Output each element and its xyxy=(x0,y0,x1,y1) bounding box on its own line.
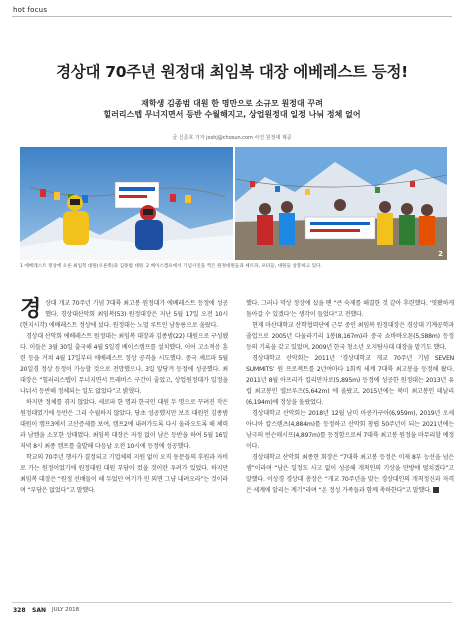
magazine-name: SAN xyxy=(32,607,46,614)
paragraph-7: 경상대학교 산악회는 2011년 ‘경상대학교 개교 70주년 기념 SEVEN SUMMITS’ 원 프로젝트를 2년여마다 1회씩 세계 7대륙 최고봉을 등정해 왔다. 2011년 8월 아프리카 킬리만자로(5,895m) 등정에 성공한 원정대는 2013년 유럽 최고봉인 엘브루즈(5,642m) 에 올랐고, 2015년에는 북미 최고봉인 데날리(6,194m)에 정상을 올랐었다. xyxy=(246,355,454,406)
team-photo-illustration xyxy=(235,147,447,260)
paragraph-3: 하지만 정체를 겪지 않았다. 세로파 한 명과 한국인 대원 두 명으로 꾸려진 작은 원정대였기에 등반은 그리 수월하지 않았다. 당초 성공했지만 보조 대원인 김종범 대원이 캠프3에서 고산증세를 보여, 캠프2에 내려가도록 다시 올라오도록 해 체력과 남캠을 소모한 상태였다. 최임복 대장은 자정 없이 남은 등반을 하여 5월 16일 저녁 8시 최종 캠프를 출발해 다음날 오전 10시에 등정에 성공했다. xyxy=(20,399,228,450)
body-column-left xyxy=(20,298,228,496)
summit-photo xyxy=(20,147,233,260)
paragraph-2: 경상대 산악회 에베레스트 원정대는 최임복 대장과 김종범(22) 대원으로 구성됐다. 이들은 3월 30일 출국해 4월 5일경 베이스캠프를 설치했다. 이어 고소적응 훈련 등을 거쳐 4월 17일부터 에베레스트 정상 공격을 시도했다. 중국 셰르파 5월 20일경 정상 등정이 가능할 것으로 전망했으나, 3일 앞당겨 등정에 성공했다. 최 대장은 “힐러리스텝이 무너지면서 트래버스 구간이 줄었고, 상업원정대가 일정을 나눠서 등반해 정체되는 일도 없었다”고 밝혔다. xyxy=(20,333,228,395)
paragraph-5: 했다. 그러나 막상 정상에 섰을 땐 “큰 숙제를 해결한 것 같아 후련했다. ‘엿봤하게 돌아갈 수 있겠다’는 생각이 들었다”고 전했다. xyxy=(246,300,454,318)
section-tag: hot focus xyxy=(13,6,48,14)
paragraph-8: 경상대학교 산악회는 2018년 12월 남미 아콩카구아(6,959m), 2019년 오세아니아 칼스텐츠(4,884m)를 등정하고 산악회 창립 50주년이 되는 2021년에는 남극의 빈슨매시프(4,897m)를 등정함으로써 7대륙 최고봉 원정을 마무리할 예정이다. xyxy=(246,410,454,450)
article-subtitle-line-2: 힐러리스텝 무너지면서 등반 수월해지고, 상업원정대 일정 나눠 정체 없어 xyxy=(103,110,361,119)
end-mark-icon xyxy=(433,487,439,493)
header-divider xyxy=(12,16,452,17)
page-number: 328 xyxy=(13,607,26,614)
article-subtitle-line-1: 재학생 김종범 대원 한 명만으로 소규모 원정대 꾸려 xyxy=(141,99,323,108)
footer-divider xyxy=(12,602,452,603)
body-column-right xyxy=(246,298,454,496)
dropcap: 경 xyxy=(20,296,42,322)
paragraph-1: 상대 개교 70주년 기념 7대륙 최고봉 원정대가 에베레스트 등정에 성공했다. 경상대산악회 최임복(53) 원정대장은 지난 5월 17일 오전 10시(현지시각) 에베레스트 정상에 섰다. 원정대는 노멀 루트인 남동릉으로 올랐다. xyxy=(20,300,228,329)
paragraph-9: 경상대학교 산악회 최종현 회장은 “7대륙 최고봉 등정은 이제 8부 능선을 넘은 셈”이라며 “남은 일정도 사고 없이 성공해 개척인의 기상을 만방에 떨치겠다”고 말했다. 이상경 경상대 총장은 “개교 70주년을 맞는 경상대인의 개척정신과 자격은 세계에 알리는 계기”라며 “온 정성 가족들과 함께 축하한다”고 말했다. xyxy=(246,454,454,494)
paragraph-6: 현재 마산대학교 산학협력단에 근무 중인 최임복 원정대장은 경상대 기계공학과 졸업으로 2005년 다울라기리 1봉(8,167m)과 중국 쇼바바오튼(5,588m) 등정 등의 기록을 갖고 있었며, 2009년 한국 청소년 오지탐사대 대장을 맡기도 했다. xyxy=(246,322,454,351)
summit-photo-illustration xyxy=(20,147,233,260)
team-photo xyxy=(235,147,447,260)
article-byline: 글 신준호 기자 joshj@chosun.com 사진 원정대 제공 xyxy=(172,135,292,141)
paragraph-4: 학교의 70주년 행사가 결정되고 기업체의 지원 없이 오직 동문들의 후원과 자비로 가는 원정이었기에 원정대원 대원 부담이 컸을 것이란 우려가 있었다. 하지만 최임복 대장은 “원정 선배들이 해 두었던 여기가 인 외면 그냥 내려오라”는 것이라며 “부담은 없었다”고 말했다. xyxy=(20,454,228,494)
photo-caption: 1 에베레스트 정상에 오른 최임복 대원(오른쪽)과 김종범 대원. 2 베이스캠프에서 기념사진을 찍은 원정대원들과 셰르파, 포터들, 대원들 상봉하고 있다. xyxy=(20,264,322,269)
photo-number: 2 xyxy=(438,250,443,258)
article-title: 경상대 70주년 원정대 최임복 대장 에베레스트 등정! xyxy=(56,63,408,81)
issue-date: JULY 2018 xyxy=(52,607,80,613)
